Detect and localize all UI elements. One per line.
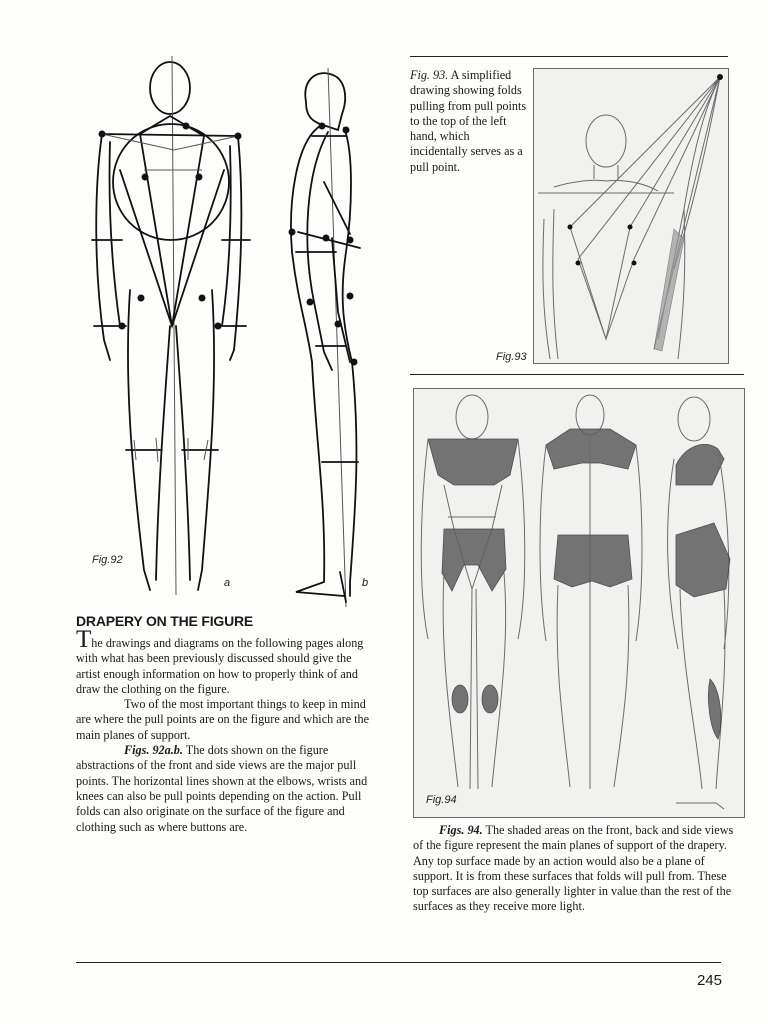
page-number: 245: [696, 972, 722, 989]
fig94-caption: [413, 823, 735, 915]
body-paragraph-3-ref: Figs. 92a.b.: [124, 743, 183, 758]
body-paragraph-1: [76, 626, 378, 697]
section-heading: DRAPERY ON THE FIGURE: [76, 613, 254, 629]
figure-94-drawing: [414, 389, 744, 817]
body-paragraph-2: Two of the most important things to keep in mind are where the pull points are on the figure and which are the main planes of support.: [76, 697, 370, 742]
fig93-panel: [496, 68, 729, 364]
fig94-caption-ref: Figs. 94.: [439, 823, 483, 837]
fig92-sub-a: a: [224, 577, 231, 589]
fig93-caption-ref: Fig. 93.: [410, 68, 449, 82]
body-paragraph-1-text: he drawings and diagrams on the following pages along with what has been previously discussed should give the artist enough information on how to properly think of and draw the clothing on the figure.: [76, 636, 364, 696]
fig94-panel: [413, 388, 745, 818]
figure-92-front-drawing: [84, 50, 284, 600]
body-paragraph-3-text: The dots shown on the figure abstractions of the front and side views are the major pull points. The horizontal lines shown at the elbows, wrists and knees can also be pull points depending on the action. Pull folds can also originate on the surface of the figure and clothing such as where buttons are.: [76, 743, 368, 834]
middle-rule: [410, 374, 744, 375]
figure-93-drawing: [534, 69, 728, 363]
fig94-label: Fig.94: [426, 794, 457, 806]
fig93-caption: [410, 68, 528, 175]
fig92-sub-b: b: [362, 577, 369, 589]
fig93-caption-text: A simplified drawing showing folds pulling from pull points to the top of the left hand, which incidentally serves as a pull point.: [410, 68, 527, 174]
fig94-caption-text: The shaded areas on the front, back and side views of the figure represent the main planes of support of the drapery. Any top surface made by an action would also be a plane of support. It is from these surfaces that folds will pull from. These top surfaces are also generally lighter in value than the rest of the surfaces as they receive more light.: [413, 823, 734, 914]
body-text: [76, 626, 378, 835]
drop-cap: T: [76, 626, 92, 653]
bottom-rule: [76, 962, 721, 963]
figure-92-side-drawing: [276, 62, 396, 612]
fig92-label: Fig.92: [92, 554, 123, 566]
top-rule: [410, 56, 728, 57]
fig93-label: Fig.93: [496, 351, 527, 363]
body-paragraph-3: [76, 743, 378, 835]
